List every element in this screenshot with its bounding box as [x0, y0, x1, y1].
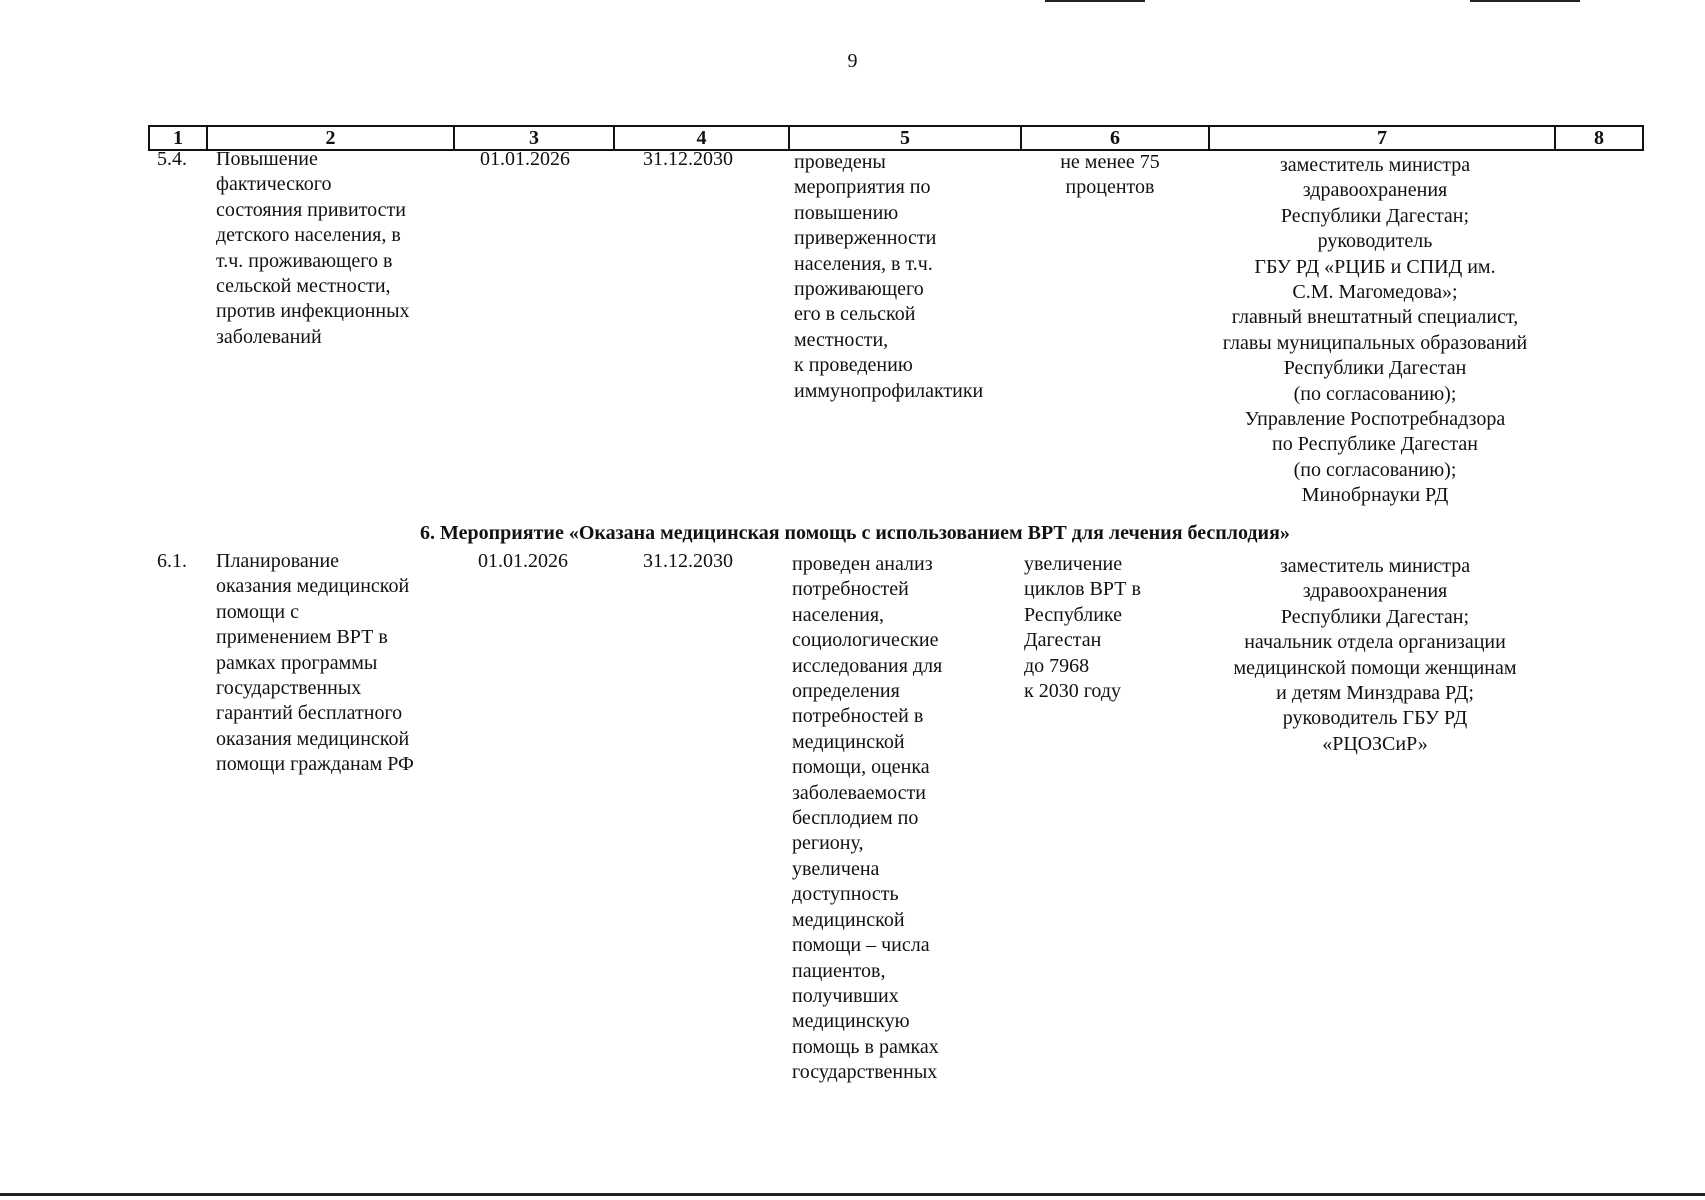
row-5-4-end-date: 31.12.2030 [643, 148, 733, 170]
row-6-1-responsible: заместитель министра здравоохранения Республики Дагестан; начальник отдела организации медицинской помощи женщинам и детям Минздрава РД; руководитель ГБУ РД «РЦОЗСиР» [1233, 555, 1517, 755]
row-5-4-responsible: заместитель министра здравоохранения Республики Дагестан; руководитель ГБУ РД «РЦИБ и СПИД им. С.М. Магомедова»; главный внештатный специалист, главы муниципальных образований Республики Дагестан (по согласованию); Управление Роспотребнадзора по Республике Дагестан (по согласованию); Минобрнауки РД [1222, 154, 1528, 507]
col-header-6: 6 [1021, 126, 1209, 150]
scan-line-bottom [0, 1193, 1705, 1196]
col-header-4: 4 [614, 126, 789, 150]
col-header-1: 1 [149, 126, 207, 150]
page-number: 9 [847, 50, 858, 72]
row-6-1-start-date: 01.01.2026 [478, 550, 568, 572]
row-5-4-result: проведены мероприятия по повышению приверженности населения, в т.ч. проживающего его в сельской местности, к проведению иммунопрофилактики [794, 151, 984, 402]
section-6-title: 6. Мероприятие «Оказана медицинская помощь с использованием ВРТ для лечения бесплодия» [420, 522, 1290, 544]
row-6-1-indicator: увеличение циклов ВРТ в Республике Дагестан до 7968 к 2030 году [1024, 553, 1141, 703]
col-header-8: 8 [1555, 126, 1643, 150]
row-5-4-indicator: не менее 75 процентов [1060, 151, 1160, 199]
row-6-1-number: 6.1. [157, 550, 187, 572]
col-header-5: 5 [789, 126, 1021, 150]
scan-line-top-2 [1470, 0, 1580, 2]
row-5-4-activity: Повышение фактического состояния привитости детского населения, в т.ч. проживающего в сельской местности, против инфекционных заболеваний [216, 148, 410, 348]
row-6-1-activity: Планирование оказания медицинской помощи с применением ВРТ в рамках программы государственных гарантий бесплатного оказания медицинской помощи гражданам РФ [216, 550, 414, 776]
col-header-2: 2 [207, 126, 454, 150]
col-header-3: 3 [454, 126, 614, 150]
col-header-7: 7 [1209, 126, 1555, 150]
row-6-1-end-date: 31.12.2030 [643, 550, 733, 572]
scan-line-top-1 [1045, 0, 1145, 2]
row-6-1-result: проведен анализ потребностей населения, социологические исследования для определения потребностей в медицинской помощи, оценка заболеваемости бесплодием по региону, увеличена доступность медицинской помощи – числа пациентов, получивших медицинскую помощь в рамках государственных [792, 553, 943, 1084]
row-5-4-number: 5.4. [157, 148, 187, 170]
row-5-4-start-date: 01.01.2026 [480, 148, 570, 170]
